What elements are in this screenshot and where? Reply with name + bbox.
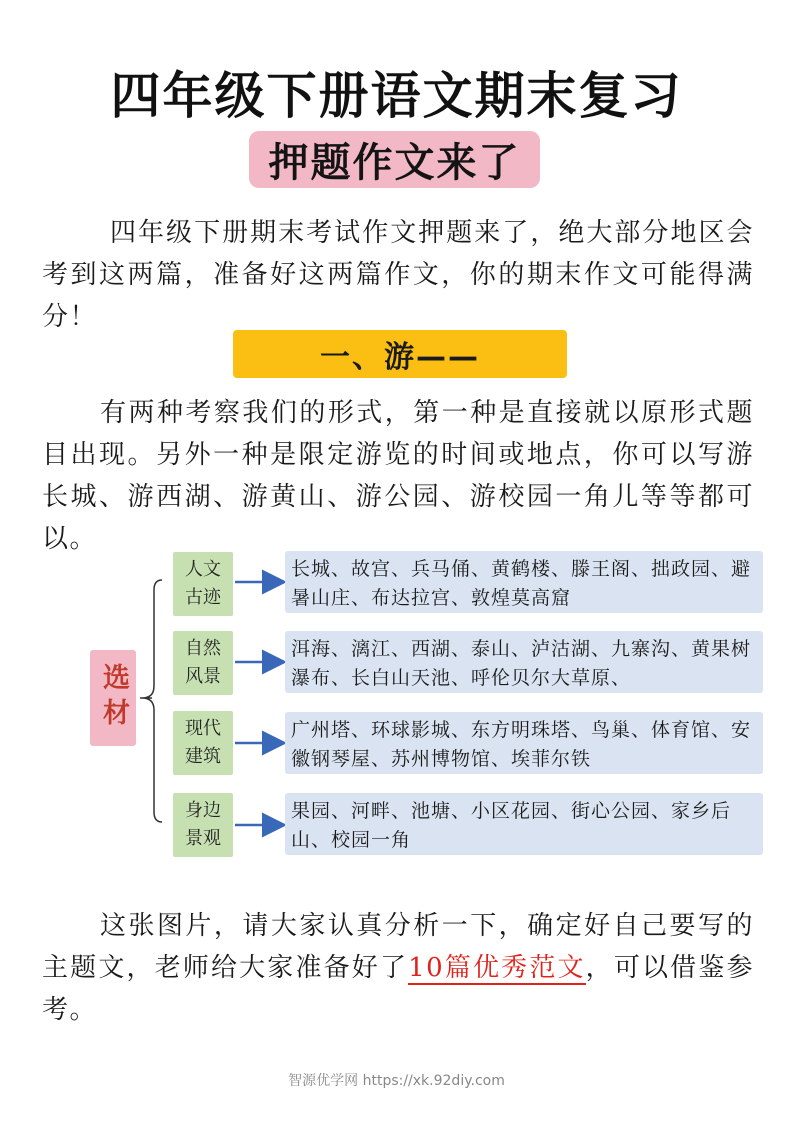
footer-watermark: 智源优学网 https://xk.92diy.com	[288, 1073, 505, 1089]
category-nearby: 身边 景观	[173, 793, 233, 857]
page-title: 四年级下册语文期末复习	[110, 67, 683, 125]
body-paragraph: 有两种考察我们的形式，第一种是直接就以原形式题目出现。另外一种是限定游览的时间或地点，你可以写游长城、游西湖、游黄山、游公园、游校园一角儿等等都可以。	[42, 398, 754, 554]
category-nature: 自然 风景	[173, 631, 233, 695]
examples-modern: 广州塔、环球影城、东方明珠塔、鸟巢、体育馆、安徽钢琴屋、苏州博物馆、埃菲尔铁	[285, 712, 763, 774]
examples-historic: 长城、故宫、兵马俑、黄鹤楼、滕王阁、拙政园、避暑山庄、布达拉宫、敦煌莫高窟	[285, 551, 763, 613]
category-historic: 人文 古迹	[173, 552, 233, 616]
topic-selection-diagram	[82, 540, 772, 860]
category-modern: 现代 建筑	[173, 711, 233, 775]
subtitle-banner	[249, 131, 540, 188]
closing-text-end: ，可以借鉴参考。	[42, 953, 754, 1025]
closing-text: 这张图片，请大家认真分析一下，确定好自己要写的主题文，老师给大家准备好了	[42, 911, 754, 983]
diagram-root: 选材	[90, 650, 136, 746]
closing-paragraph	[42, 905, 754, 1031]
subtitle: 押题作文来了	[268, 140, 521, 186]
section-label: 一、游——	[320, 340, 480, 375]
bracket-line	[140, 580, 162, 822]
examples-nearby: 果园、河畔、池塘、小区花园、街心公园、家乡后山、校园一角	[285, 793, 763, 855]
section-banner	[233, 330, 567, 378]
sample-essays-link[interactable]: 10篇优秀范文	[408, 953, 586, 983]
examples-nature: 洱海、漓江、西湖、泰山、泸沽湖、九寨沟、黄果树瀑布、长白山天池、呼伦贝尔大草原、	[285, 631, 763, 693]
intro-paragraph: 四年级下册期末考试作文押题来了，绝大部分地区会考到这两篇，准备好这两篇作文，你的期末作文可能得满分！	[42, 218, 754, 332]
